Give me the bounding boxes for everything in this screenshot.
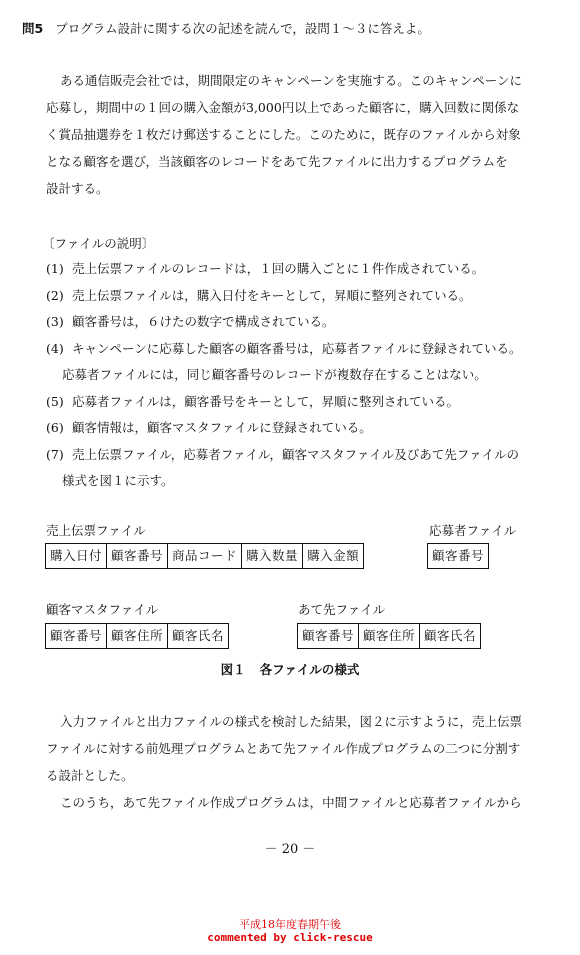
list-item (46, 389, 556, 416)
footer-credit: commented by click-rescue (207, 931, 373, 944)
customer-master-file-record (45, 623, 229, 649)
figure-number: 図１ (220, 662, 246, 677)
body-line: このうち，あて先ファイル作成プログラムは，中間ファイルと応募者ファイルから (60, 795, 522, 810)
list-item (46, 309, 556, 336)
applicant-file-label: 応募者ファイル (429, 523, 517, 538)
field-cell: 顧客番号 (298, 624, 359, 648)
intro-line: ある通信販売会社では，期間限定のキャンペーンを実施する。このキャンペーンに (60, 73, 523, 88)
sales-file-record (45, 543, 364, 569)
question-number: 問5 (22, 21, 44, 36)
question-title: プログラム設計に関する次の記述を読んで，設問１～３に答えよ。 (55, 21, 430, 36)
item-number: (2) (46, 287, 64, 303)
body-line: る設計とした。 (46, 768, 134, 783)
item-text: キャンペーンに応募した顧客の顧客番号は，応募者ファイルに登録されている。 (72, 340, 522, 356)
list-item (46, 336, 556, 363)
address-file-label: あて先ファイル (298, 602, 386, 617)
item-number: (3) (46, 314, 64, 329)
file-description-title: 〔ファイルの説明〕 (42, 236, 155, 251)
field-cell: 顧客氏名 (424, 628, 477, 643)
item-number: (7) (46, 446, 64, 462)
list-item (46, 415, 556, 442)
applicant-file-record (427, 543, 489, 569)
item-text: 売上伝票ファイル，応募者ファイル，顧客マスタファイル及びあて先ファイルの (72, 446, 520, 462)
item-text: 売上伝票ファイルのレコードは，１回の購入ごとに１件作成されている。 (72, 261, 485, 276)
item-text: 売上伝票ファイルは，購入日付をキーとして，昇順に整列されている。 (72, 287, 472, 303)
customer-master-file-label: 顧客マスタファイル (46, 602, 159, 617)
body-paragraph (46, 708, 552, 816)
item-text-continued: 応募者ファイルには，同じ顧客番号のレコードが複数存在することはない。 (62, 367, 487, 382)
item-number: (4) (46, 340, 64, 356)
intro-line: となる顧客を選び，当該顧客のレコードをあて先ファイルに出力するプログラムを (46, 154, 508, 169)
body-line: ファイルに対する前処理プログラムとあて先ファイル作成プログラムの二つに分割す (46, 741, 521, 756)
intro-line: 設計する。 (46, 181, 109, 196)
footer-exam-term: 平成18年度春期午後 (239, 918, 341, 931)
field-cell: 購入金額 (307, 548, 360, 563)
question-heading (22, 19, 430, 37)
field-cell: 顧客番号 (46, 624, 107, 648)
list-item (46, 256, 556, 283)
field-cell: 購入日付 (46, 544, 107, 568)
field-cell: 顧客番号 (432, 548, 485, 563)
figure-caption (0, 660, 580, 678)
intro-paragraph (46, 67, 552, 202)
field-cell: 顧客住所 (107, 624, 168, 648)
item-number: (1) (46, 261, 64, 276)
sales-file-label: 売上伝票ファイル (46, 523, 146, 538)
item-number: (5) (46, 393, 64, 409)
intro-line: 応募し，期間中の１回の購入金額が3,000円以上であった顧客に，購入回数に関係な (46, 100, 520, 115)
item-text-continued: 様式を図１に示す。 (62, 473, 174, 488)
address-file-record (297, 623, 481, 649)
body-line: 入力ファイルと出力ファイルの様式を検討した結果，図２に示すように，売上伝票 (60, 714, 523, 729)
list-item (46, 442, 556, 469)
field-cell: 顧客氏名 (172, 628, 225, 643)
item-text: 顧客情報は，顧客マスタファイルに登録されている。 (72, 420, 372, 435)
field-cell: 商品コード (168, 544, 242, 568)
figure-title: 各ファイルの様式 (259, 662, 360, 677)
field-cell: 購入数量 (242, 544, 303, 568)
item-text: 顧客番号は，６けたの数字で構成されている。 (72, 314, 335, 329)
field-cell: 顧客住所 (359, 624, 420, 648)
field-cell: 顧客番号 (107, 544, 168, 568)
file-description-list (46, 256, 556, 495)
intro-line: く賞品抽選券を１枚だけ郵送することにした。このために，既存のファイルから対象 (46, 127, 521, 142)
page-number: － 20 － (264, 842, 316, 857)
list-item (46, 283, 556, 310)
footer (0, 918, 580, 944)
item-text: 応募者ファイルは，顧客番号をキーとして，昇順に整列されている。 (72, 393, 460, 409)
item-number: (6) (46, 420, 64, 435)
